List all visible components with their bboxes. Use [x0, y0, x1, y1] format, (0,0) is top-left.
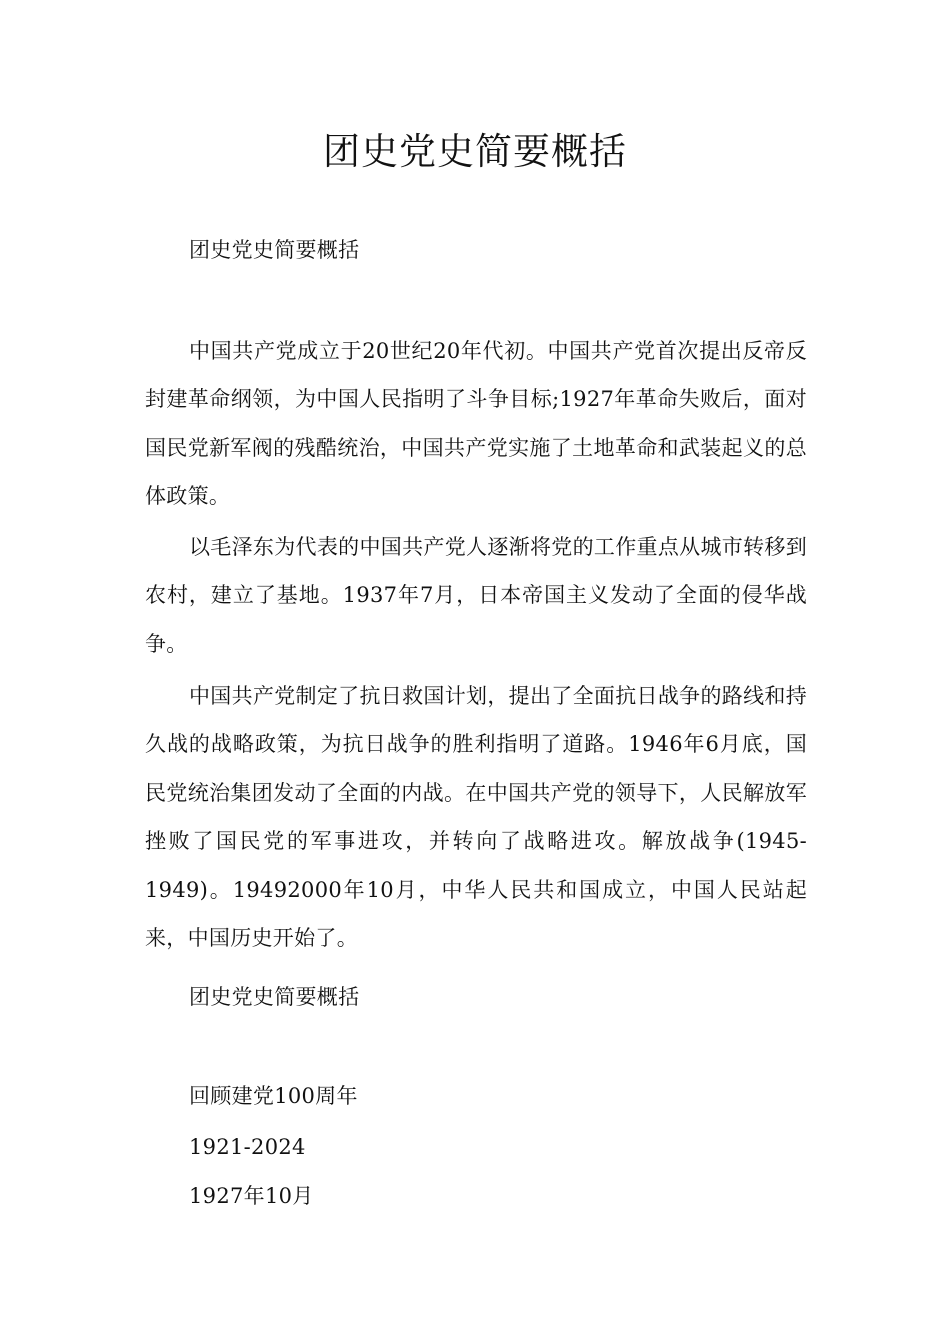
list-item: 回顾建党100周年: [189, 1084, 358, 1108]
document-title: 团史党史简要概括: [323, 130, 627, 173]
list-item: 1927年10月: [189, 1184, 314, 1208]
paragraph-founding: 中国共产党成立于20世纪20年代初。中国共产党首次提出反帝反封建革命纲领，为中国人民指明了斗争目标;1927年革命失败后，面对国民党新军阀的残酷统治，中国共产党实施了土地革命和武装起义的总体政策。: [145, 339, 807, 509]
paragraph-war-of-resistance: 中国共产党制定了抗日救国计划，提出了全面抗日战争的路线和持久战的战略政策，为抗日战争的胜利指明了道路。1946年6月底，国民党统治集团发动了全面的内战。在中国共产党的领导下，人民解放军挫败了国民党的军事进攻，并转向了战略进攻。解放战争(1945-1949)。19492000年10月，中华人民共和国成立，中国人民站起来，中国历史开始了。: [145, 684, 807, 951]
list-item: 1921-2024: [189, 1135, 306, 1159]
document-subtitle: 团史党史简要概括: [189, 238, 360, 262]
paragraph-rural-base: 以毛泽东为代表的中国共产党人逐渐将党的工作重点从城市转移到农村，建立了基地。1937年7月，日本帝国主义发动了全面的侵华战争。: [145, 535, 807, 656]
section-heading: 团史党史简要概括: [189, 985, 360, 1009]
